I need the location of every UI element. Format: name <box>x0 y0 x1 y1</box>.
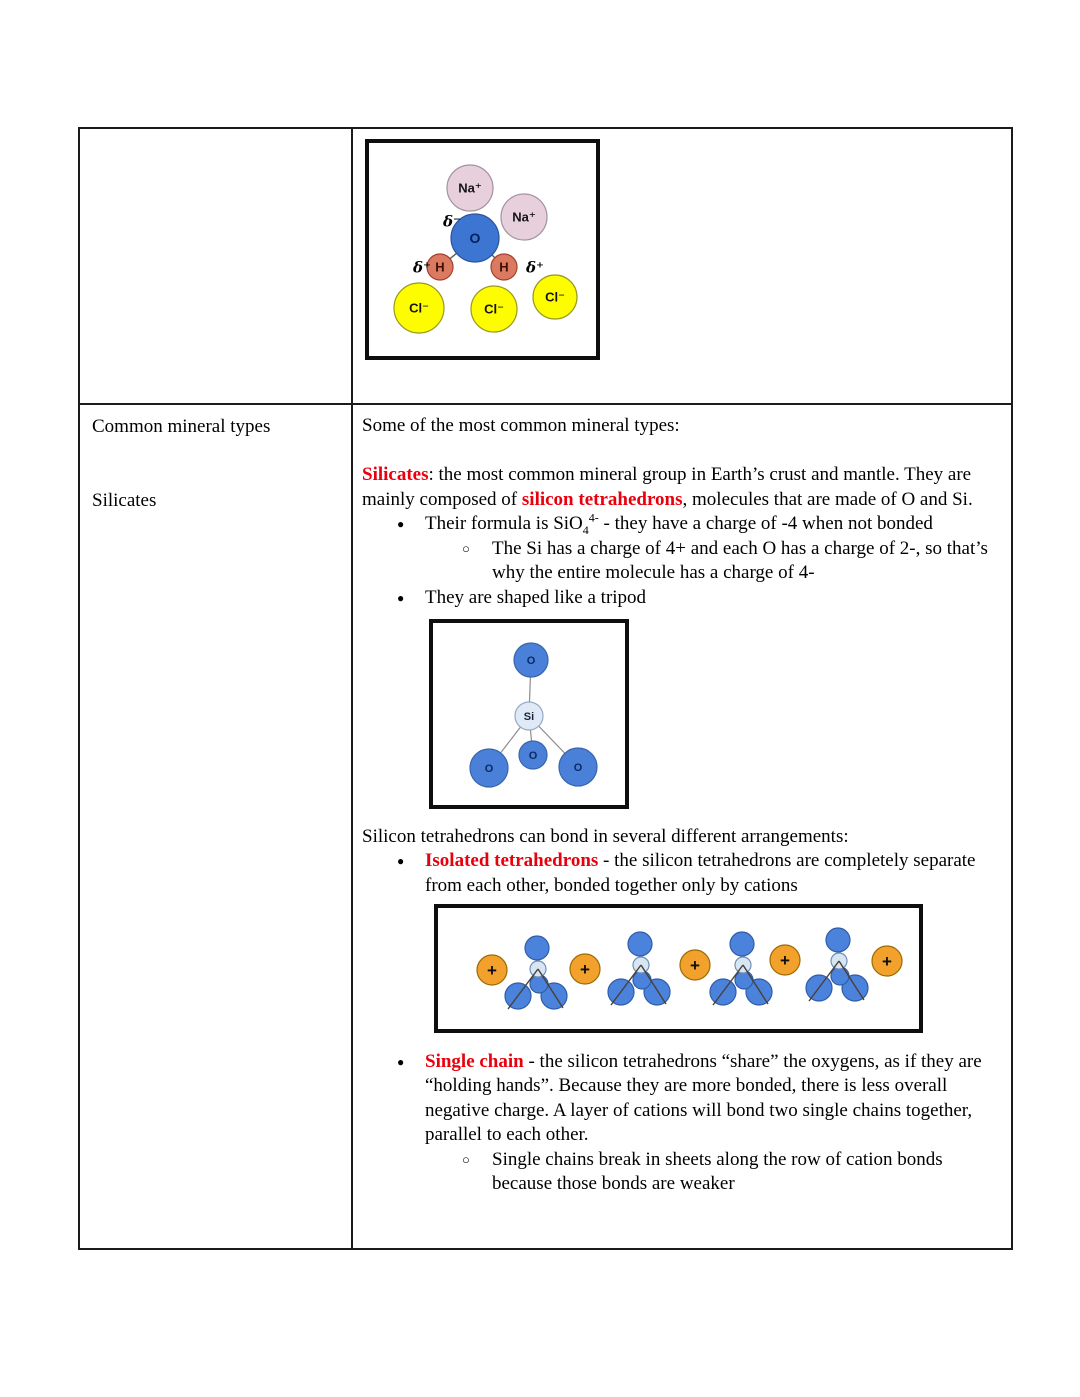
empty-cell <box>80 129 353 405</box>
atom-o-bottom-right-label: O <box>573 761 583 774</box>
notes-table <box>78 127 1013 1250</box>
text-run: 4 <box>582 522 589 537</box>
text-run: Silicon tetrahedrons can bond in several different arrangements: <box>362 825 849 847</box>
topic-subtitle: Silicates <box>92 489 157 511</box>
bullet-item <box>362 849 1001 898</box>
t3-atom-o-top <box>730 932 754 956</box>
atom-o-top-label: O <box>526 654 536 667</box>
bullet-marker: ○ <box>462 540 470 556</box>
paragraph <box>362 825 1001 850</box>
bullet-item <box>362 512 1001 537</box>
cation-1-label: + <box>487 960 497 980</box>
t1-atom-o-top <box>525 936 549 960</box>
notes-content <box>362 414 1001 1197</box>
atom-h-right-label: H <box>499 259 509 275</box>
cation-4-label: + <box>780 950 790 970</box>
text-run: silicon tetrahedrons <box>521 488 683 510</box>
water-nacl-diagram <box>365 139 600 360</box>
text-run: - they have a charge of -4 when not bonded <box>598 513 933 534</box>
bullet-marker: ● <box>397 1054 405 1069</box>
t3-atom-o-mid <box>735 971 753 989</box>
water-nacl-image-cell <box>353 129 1011 405</box>
atom-h-left-label: H <box>435 259 445 275</box>
bullet-item <box>362 1050 1001 1148</box>
atom-o-middle-label: O <box>528 749 538 762</box>
bullet-marker: ● <box>397 854 405 868</box>
text-run: The Si has a charge of 4+ and each O has a charge of 2-, so that’s why the entire molecule has a charge of 4- <box>492 537 988 583</box>
ion-na-1-label: Na⁺ <box>458 180 482 196</box>
blank-line <box>362 439 1001 464</box>
t1-atom-o-mid <box>530 975 548 993</box>
cation-3-label: + <box>690 955 700 975</box>
water-nacl-figure <box>369 143 596 356</box>
atom-si-label: Si <box>523 710 535 723</box>
text-run: : the most common mineral group in Earth’s crust and mantle. They are mainly composed of <box>362 464 972 510</box>
tetrahedron-figure <box>433 623 625 805</box>
t4-atom-o-top <box>826 928 850 952</box>
text-run: 4- <box>588 510 599 525</box>
paragraph-text <box>492 1149 943 1195</box>
paragraph-text <box>425 510 933 537</box>
text-run: Single chain <box>425 1050 524 1072</box>
text-run: They are shaped like a tripod <box>425 586 647 608</box>
delta-plus-right-label: δ⁺ <box>526 258 544 277</box>
delta-minus-label: δ⁻ <box>443 212 461 231</box>
bullet-marker: ● <box>397 517 405 531</box>
tetrahedron-diagram <box>429 619 629 809</box>
paragraph-text <box>362 415 680 436</box>
text-run: Their formula is SiO <box>425 513 583 534</box>
t4-atom-o-mid <box>831 967 849 985</box>
text-run: Isolated tetrahedrons <box>425 850 599 871</box>
cation-5-label: + <box>882 951 892 971</box>
bullet-marker: ○ <box>462 1151 470 1167</box>
topic-cell <box>80 405 353 1248</box>
topic-title: Common mineral types <box>92 416 271 437</box>
ion-na-2-label: Na⁺ <box>512 209 536 225</box>
content-cell <box>353 405 1011 1248</box>
t2-atom-o-mid <box>633 971 651 989</box>
delta-plus-left-label: δ⁺ <box>413 258 431 277</box>
text-run: - the silicon tetrahedrons are completely separate from each other, bonded together only by cations <box>425 850 976 896</box>
bullet-item <box>362 586 1001 611</box>
text-run: Some of the most common mineral types: <box>362 415 680 436</box>
paragraph-text <box>425 1051 982 1146</box>
paragraph <box>362 414 1001 439</box>
cation-2-label: + <box>580 959 590 979</box>
text-run: Single chains break in sheets along the row of cation bonds because those bonds are weaker <box>492 1148 943 1194</box>
text-run: - the silicon tetrahedrons “share” the oxygens, as if they are “holding hands”. Because they are more bonded, there is less overall negative charge. A layer of cations will bond two single chains together, parallel to each other. <box>425 1050 982 1145</box>
bullet-item <box>362 537 1001 586</box>
atom-o-label: O <box>469 229 481 246</box>
bullet-item <box>362 1148 1001 1197</box>
paragraph-text <box>492 538 988 584</box>
text-run: Silicates <box>362 464 429 485</box>
text-run: , molecules that are made of O and Si. <box>682 488 973 510</box>
bullet-marker: ● <box>397 590 405 605</box>
paragraph-text <box>362 826 849 847</box>
ion-cl-2-label: Cl⁻ <box>484 301 504 317</box>
paragraph-text <box>425 850 976 896</box>
ion-cl-3-label: Cl⁻ <box>545 289 565 305</box>
paragraph-text <box>362 464 973 510</box>
paragraph-text <box>425 587 646 608</box>
ion-cl-1-label: Cl⁻ <box>409 300 429 316</box>
t2-atom-o-top <box>628 932 652 956</box>
isolated-diagram <box>434 904 923 1033</box>
isolated-figure <box>438 908 919 1029</box>
atom-o-bottom-left-label: O <box>484 762 494 775</box>
paragraph <box>362 463 1001 512</box>
